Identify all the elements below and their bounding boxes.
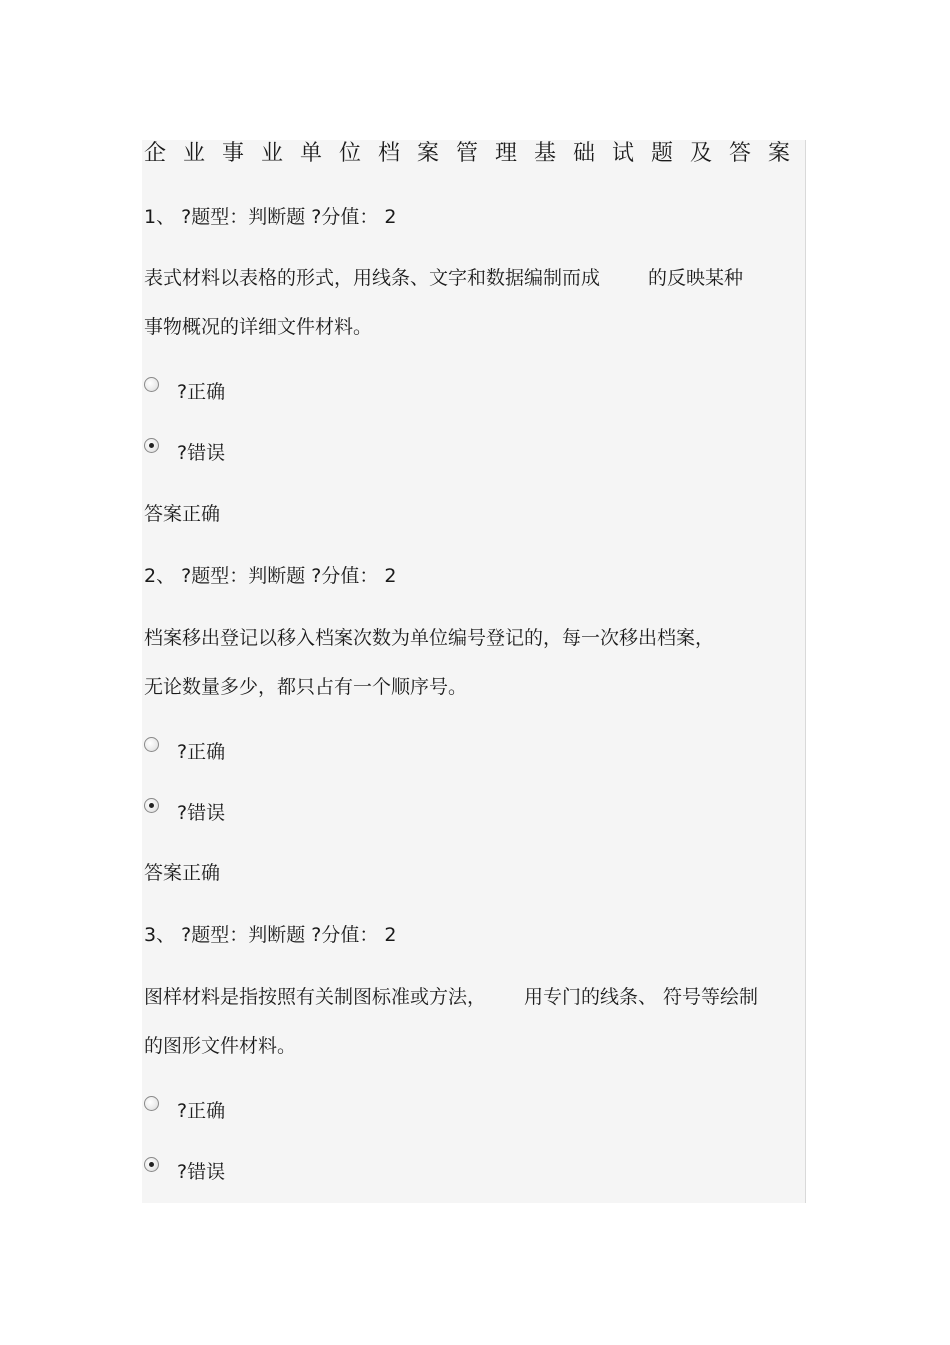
question-1-text-line-2: 事物概况的详细文件材料。 bbox=[144, 316, 373, 338]
question-1-option-wrong[interactable] bbox=[144, 438, 344, 466]
page-title: 企业事业单位档案管理基础试题及答案 bbox=[144, 141, 808, 166]
radio-checked-icon[interactable] bbox=[144, 438, 159, 453]
option-label: ?正确 bbox=[177, 1100, 226, 1122]
radio-checked-icon[interactable] bbox=[144, 1157, 159, 1172]
question-3-text-line-2: 的图形文件材料。 bbox=[144, 1035, 297, 1057]
question-2-option-wrong[interactable] bbox=[144, 798, 344, 826]
radio-unchecked-icon[interactable] bbox=[144, 737, 159, 752]
question-3-header: 3、 ?题型：判断题 ?分值： 2 bbox=[144, 924, 397, 946]
option-label: ?错误 bbox=[177, 442, 226, 464]
question-3-text-part-a: 图样材料是指按照有关制图标准或方法， bbox=[144, 986, 487, 1008]
option-label: ?正确 bbox=[177, 381, 226, 403]
option-label: ?错误 bbox=[177, 1161, 226, 1183]
question-1-answer: 答案正确 bbox=[144, 503, 221, 525]
question-3-option-wrong[interactable] bbox=[144, 1157, 344, 1185]
question-2-text-line-2: 无论数量多少，都只占有一个顺序号。 bbox=[144, 676, 468, 698]
question-1-text-part-a: 表式材料以表格的形式，用线条、文字和数据编制而成 bbox=[144, 267, 601, 289]
question-3-text-part-b: 用专门的线条、 符号等绘制 bbox=[524, 986, 759, 1008]
radio-unchecked-icon[interactable] bbox=[144, 377, 159, 392]
radio-checked-icon[interactable] bbox=[144, 798, 159, 813]
question-2-text-line-1 bbox=[144, 625, 714, 651]
question-1-header: 1、 ?题型：判断题 ?分值： 2 bbox=[144, 206, 397, 228]
question-2-header: 2、 ?题型：判断题 ?分值： 2 bbox=[144, 565, 397, 587]
question-2-text-part-a: 档案移出登记以移入档案次数为单位编号登记的，每一次移出档案， bbox=[144, 627, 715, 649]
question-3-text-line-1 bbox=[144, 984, 758, 1010]
question-2-option-correct[interactable] bbox=[144, 737, 344, 765]
question-2-answer: 答案正确 bbox=[144, 862, 221, 884]
question-3-option-correct[interactable] bbox=[144, 1096, 344, 1124]
option-label: ?正确 bbox=[177, 741, 226, 763]
question-1-text-line-1 bbox=[144, 265, 743, 291]
question-1-text-part-b: 的反映某种 bbox=[648, 267, 744, 289]
question-1-option-correct[interactable] bbox=[144, 377, 344, 405]
option-label: ?错误 bbox=[177, 802, 226, 824]
radio-unchecked-icon[interactable] bbox=[144, 1096, 159, 1111]
